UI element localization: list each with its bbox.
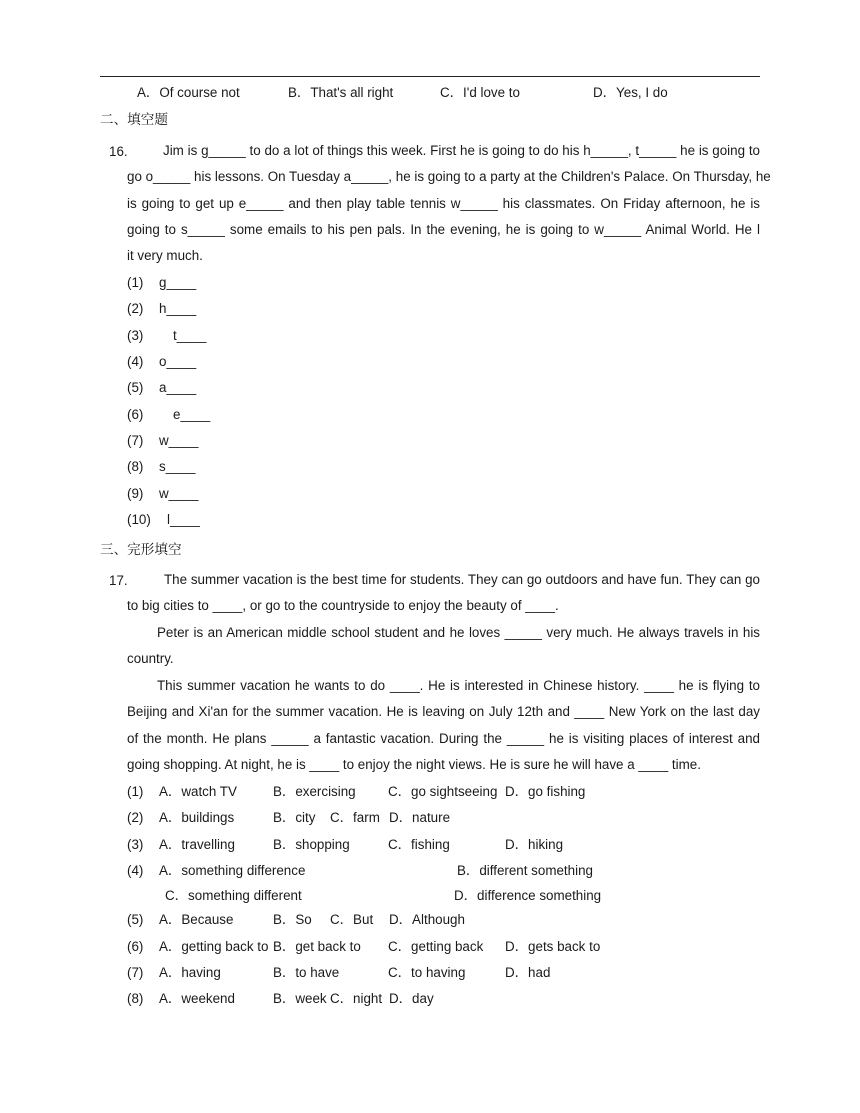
question-number-16: 16. xyxy=(109,144,128,159)
q17-option-8c: C．night xyxy=(330,991,383,1006)
q17-option-5b: B．So xyxy=(273,912,312,927)
q17-p2-line-1: Peter is an American middle school student and he loves _____ very much. He always travels in his xyxy=(157,625,760,640)
q17-p3-line-1: This summer vacation he wants to do ____. He is interested in Chinese history. ____ he is flying to xyxy=(157,678,760,693)
q17-option-row-4-num: (4) xyxy=(127,863,144,878)
q17-option-8d: D．day xyxy=(389,991,434,1006)
q17-option-7a: A．having xyxy=(159,965,221,980)
q17-option-8b: B．week xyxy=(273,991,327,1006)
question-number-17: 17. xyxy=(109,573,128,588)
q17-option-7d: D．had xyxy=(505,965,551,980)
q17-option-2d: D．nature xyxy=(389,810,451,825)
q17-option-4a: A．something difference xyxy=(159,863,306,878)
q17-option-1a: A．watch TV xyxy=(159,784,237,799)
q17-option-7b: B．to have xyxy=(273,965,340,980)
q17-option-2a: A．buildings xyxy=(159,810,235,825)
q17-option-5d: D．Although xyxy=(389,912,465,927)
q17-option-row-7-num: (7) xyxy=(127,965,144,980)
q17-p1-line-1: The summer vacation is the best time for students. They can go outdoors and have fun. They can go xyxy=(164,572,760,587)
q16-blank-9: (9) w____ xyxy=(127,486,199,501)
q17-option-1c: C．go sightseeing xyxy=(388,784,498,799)
q17-option-3b: B．shopping xyxy=(273,837,350,852)
q16-blank-7: (7) w____ xyxy=(127,433,199,448)
q16-blank-5: (5) a____ xyxy=(127,380,197,395)
q17-option-row-8-num: (8) xyxy=(127,991,144,1006)
q17-option-row-1-num: (1) xyxy=(127,784,144,799)
q16-line-4: going to s_____ some emails to his pen pals. In the evening, he is going to w_____ Animal World. He l xyxy=(127,221,760,237)
q17-option-row-2-num: (2) xyxy=(127,810,144,825)
q17-option-5c: C．But xyxy=(330,912,374,927)
q17-option-5a: A．Because xyxy=(159,912,234,927)
prev-option-b: B．That's all right xyxy=(288,85,394,100)
q17-option-3a: A．travelling xyxy=(159,837,235,852)
q17-option-6d: D．gets back to xyxy=(505,939,601,954)
q17-option-row-5-num: (5) xyxy=(127,912,144,927)
q16-line-5: it very much. xyxy=(127,248,203,264)
q17-option-4d: D．difference something xyxy=(454,888,602,903)
q16-blank-1: (1) g____ xyxy=(127,275,197,290)
q17-option-4c: C．something different xyxy=(165,888,302,903)
q17-option-4b: B．different something xyxy=(457,863,593,878)
q16-blank-2: (2) h____ xyxy=(127,301,197,316)
q17-option-1b: B．exercising xyxy=(273,784,356,799)
prev-option-a: A．Of course not xyxy=(137,85,240,100)
question-17-paragraph-3 xyxy=(127,673,760,778)
q17-p2-line-2: country. xyxy=(127,651,174,667)
q16-blank-8: (8) s____ xyxy=(127,459,196,474)
q17-option-1d: D．go fishing xyxy=(505,784,586,799)
header-rule xyxy=(100,76,760,77)
q17-option-row-6-num: (6) xyxy=(127,939,144,954)
question-17-paragraph-2 xyxy=(127,620,760,673)
q17-option-7c: C．to having xyxy=(388,965,466,980)
question-16-text xyxy=(127,138,771,269)
q17-option-3c: C．fishing xyxy=(388,837,450,852)
q16-blank-4: (4) o____ xyxy=(127,354,197,369)
q16-blank-6: (6) e____ xyxy=(127,407,211,422)
q16-line-2: go o_____ his lessons. On Tuesday a_____, he is going to a party at the Children's Palace. On Thursday, he xyxy=(127,169,771,185)
q17-option-8a: A．weekend xyxy=(159,991,235,1006)
question-17-paragraph-1 xyxy=(127,567,760,620)
q17-p3-line-4: going shopping. At night, he is ____ to enjoy the night views. He is sure he will have a ____ time. xyxy=(127,756,701,772)
prev-option-d: D．Yes, I do xyxy=(593,85,668,100)
q17-option-6b: B．get back to xyxy=(273,939,361,954)
q16-blank-3: (3) t____ xyxy=(127,328,207,343)
q17-p3-line-2: Beijing and Xi'an for the summer vacation. He is leaving on July 12th and ____ New York on the last day xyxy=(127,704,760,720)
q17-option-2c: C．farm xyxy=(330,810,380,825)
q16-blank-10: (10) l____ xyxy=(127,512,200,527)
q16-line-1: Jim is g_____ to do a lot of things this week. First he is going to do his h_____, t_____ he is going to xyxy=(163,143,760,158)
q17-option-2b: B．city xyxy=(273,810,316,825)
q16-line-3: is going to get up e_____ and then play table tennis w_____ his classmates. On Friday afternoon, he is xyxy=(127,195,760,211)
q17-option-row-3-num: (3) xyxy=(127,837,144,852)
q17-option-6a: A．getting back to xyxy=(159,939,269,954)
section-title-cloze: 三、完形填空 xyxy=(100,542,182,557)
q17-p1-line-2: to big cities to ____, or go to the countryside to enjoy the beauty of ____. xyxy=(127,598,559,614)
q17-p3-line-3: of the month. He plans _____ a fantastic vacation. During the _____ he is visiting places of interest and xyxy=(127,730,760,746)
q17-option-6c: C．getting back xyxy=(388,939,484,954)
prev-option-c: C．I'd love to xyxy=(440,85,520,100)
q17-option-3d: D．hiking xyxy=(505,837,564,852)
section-title-fill-blank: 二、填空题 xyxy=(100,112,168,127)
